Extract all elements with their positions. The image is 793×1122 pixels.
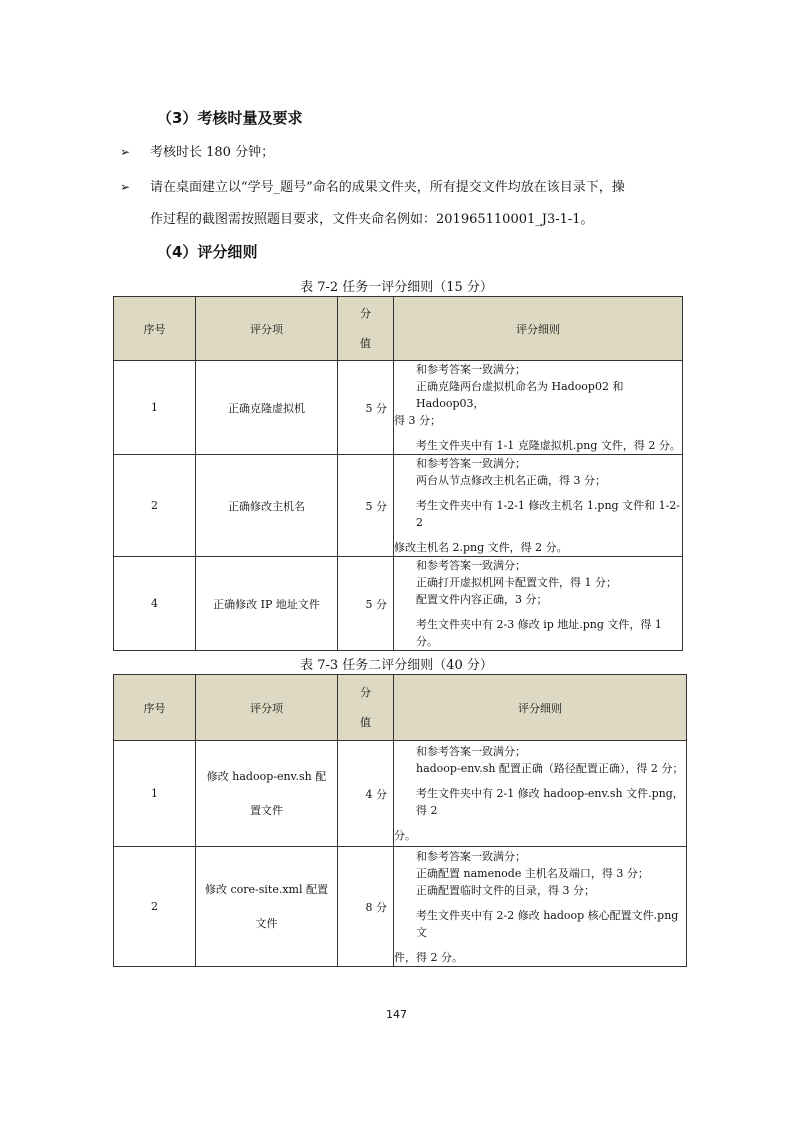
section-heading: （4）评分细则 [157,243,258,261]
cell-detail: 和参考答案一致满分； hadoop-env.sh 配置正确（路径配置正确），得 2 分； 考生文件夹中有 2-1 修改 hadoop-env.sh 文件.png，得 2 分。 [394,741,687,847]
cell-no: 4 [114,557,196,651]
cell-score: 5 分 [338,361,394,455]
cell-item: 正确克隆虚拟机 [196,361,338,455]
cell-score: 8 分 [338,847,394,967]
cell-item: 修改 core-site.xml 配置 文件 [196,847,338,967]
header-no: 序号 [114,675,196,741]
table-row [114,455,683,557]
bullet-text: 考核时长 180 分钟； [150,145,275,160]
bullet-text: 请在桌面建立以“学号_题号”命名的成果文件夹，所有提交文件均放在该目录下，操 [150,180,625,195]
header-item: 评分项 [196,297,338,361]
table-caption: 表 7-3 任务二评分细则（40 分） [300,658,493,673]
bullet-arrow-icon: ➢ [120,180,131,194]
cell-no: 2 [114,455,196,557]
table-row [114,847,687,967]
table-row [114,361,683,455]
cell-no: 2 [114,847,196,967]
header-item: 评分项 [196,675,338,741]
table-caption: 表 7-2 任务一评分细则（15 分） [300,280,493,295]
table-header-row [114,297,683,361]
cell-no: 1 [114,361,196,455]
table-row [114,741,687,847]
table-header-row [114,675,687,741]
cell-score: 5 分 [338,455,394,557]
header-detail: 评分细则 [394,675,687,741]
cell-detail: 和参考答案一致满分； 正确克隆两台虚拟机命名为 Hadoop02 和 Hadoop03， 得 3 分； 考生文件夹中有 1-1 克隆虚拟机.png 文件，得 2 分。 [394,361,683,455]
scoring-table-task1 [113,296,683,651]
cell-score: 5 分 [338,557,394,651]
bullet-text-continued: 作过程的截图需按照题目要求，文件夹命名例如：201965110001_J3-1-1。 [150,212,594,227]
scoring-table-task2 [113,674,687,967]
cell-detail: 和参考答案一致满分； 正确配置 namenode 主机名及端口，得 3 分； 正确配置临时文件的目录，得 3 分； 考生文件夹中有 2-2 修改 hadoop 核心配置文件.png 文 件，得 2 分。 [394,847,687,967]
bullet-arrow-icon: ➢ [120,145,131,159]
cell-item: 正确修改 IP 地址文件 [196,557,338,651]
table-row [114,557,683,651]
section-heading: （3）考核时量及要求 [157,109,303,127]
cell-detail: 和参考答案一致满分； 正确打开虚拟机网卡配置文件，得 1 分； 配置文件内容正确，3 分； 考生文件夹中有 2-3 修改 ip 地址.png 文件，得 1 分。 [394,557,683,651]
header-score: 分 值 [338,675,394,741]
cell-item: 修改 hadoop-env.sh 配 置文件 [196,741,338,847]
header-score: 分 值 [338,297,394,361]
page-number: 147 [386,1008,407,1021]
cell-score: 4 分 [338,741,394,847]
header-detail: 评分细则 [394,297,683,361]
header-no: 序号 [114,297,196,361]
cell-detail: 和参考答案一致满分； 两台从节点修改主机名正确，得 3 分； 考生文件夹中有 1-2-1 修改主机名 1.png 文件和 1-2-2 修改主机名 2.png 文件，得 2 分。 [394,455,683,557]
cell-no: 1 [114,741,196,847]
cell-item: 正确修改主机名 [196,455,338,557]
